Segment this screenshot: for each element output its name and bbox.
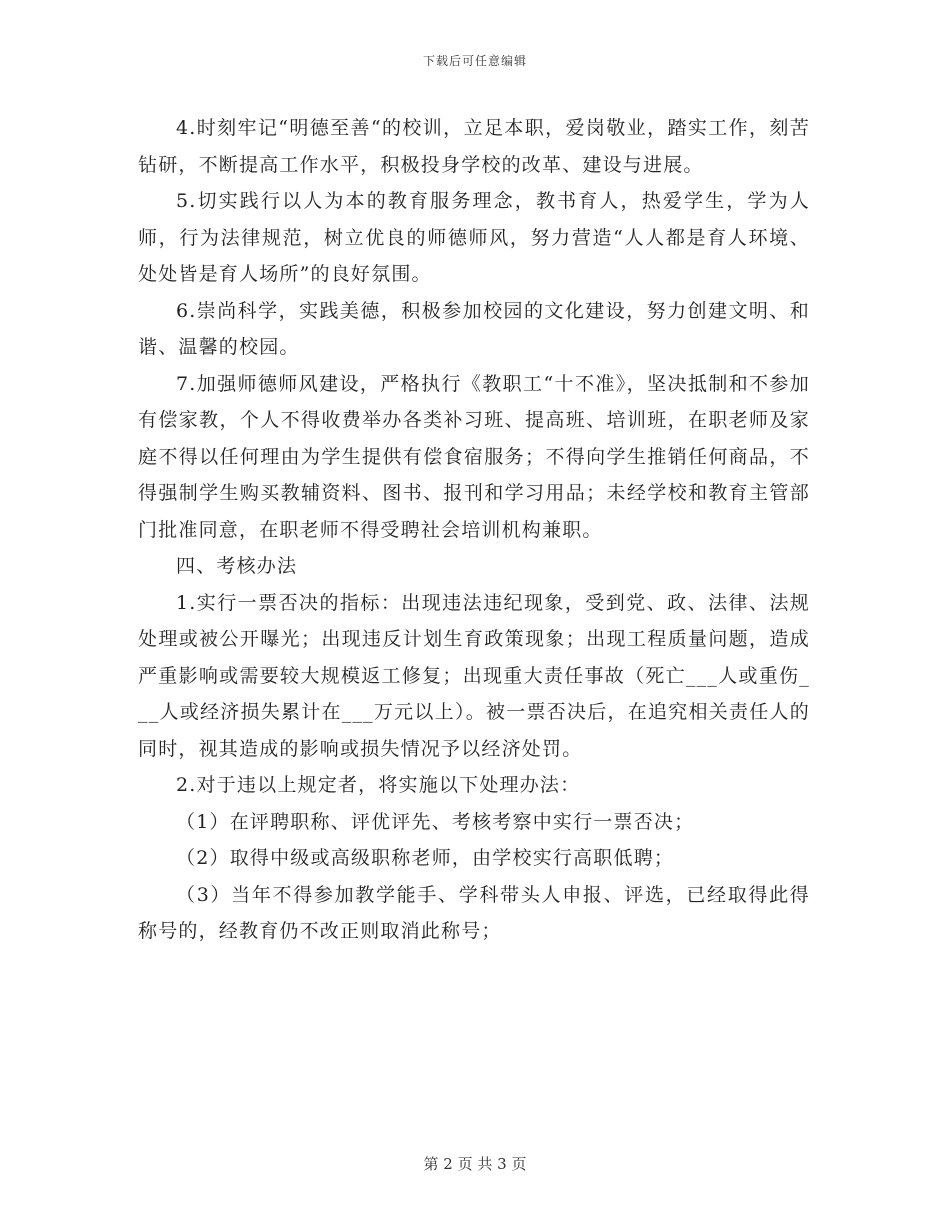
sub-item-3: （3）当年不得参加教学能手、学科带头人申报、评选，已经取得此得称号的，经教育仍不改正则取消此称号； <box>138 883 810 942</box>
header-note: 下载后可任意编辑 <box>422 54 527 68</box>
document-body <box>138 110 810 950</box>
paragraph-item-7: 7.加强师德师风建设，严格执行《教职工“十不准》，坚决抵制和不参加有偿家教，个人不得收费举办各类补习班、提高班、培训班，在职老师及家庭不得以任何理由为学生提供有偿食宿服务；不得向学生推销任何商品，不得强制学生购买教辅资料、图书、报刊和学习用品；未经学校和教育主管部门批准同意，在职老师不得受聘社会培训机构兼职。 <box>138 372 810 541</box>
sub-item-2: （2）取得中级或高级职称老师，由学校实行高职低聘； <box>176 847 675 869</box>
paragraph-item-4: 4.时刻牢记“明德至善“的校训，立足本职，爱岗敬业，踏实工作，刻苦钻研，不断提高工作水平，积极投身学校的改革、建设与进展。 <box>138 117 810 176</box>
paragraph-assessment-1: 1.实行一票否决的指标：出现违法违纪现象，受到党、政、法律、法规处理或被公开曝光；出现违反计划生育政策现象；出现工程质量问题，造成严重影响或需要较大规模返工修复；出现重大责任事故（死亡___人或重伤___人或经济损失累计在___万元以上）。被一票否决后，在追究相关责任人的同时，视其造成的影响或损失情况予以经济处罚。 <box>138 591 810 760</box>
paragraph-item-6: 6.崇尚科学，实践美德，积极参加校园的文化建设，努力创建文明、和谐、温馨的校园。 <box>138 299 810 358</box>
sub-item-1: （1）在评聘职称、评优评先、考核考察中实行一票否决； <box>176 810 695 833</box>
page-number: 第 2 页 共 3 页 <box>423 1155 527 1173</box>
paragraph-item-5: 5.切实践行以人为本的教育服务理念，教书育人，热爱学生，学为人师，行为法律规范，树立优良的师德师风，努力营造“人人都是育人环境、处处皆是育人场所”的良好氛围。 <box>138 190 810 285</box>
paragraph-assessment-2: 2.对于违以上规定者，将实施以下处理办法： <box>176 774 581 796</box>
section-heading-assessment: 四、考核办法 <box>176 555 298 577</box>
